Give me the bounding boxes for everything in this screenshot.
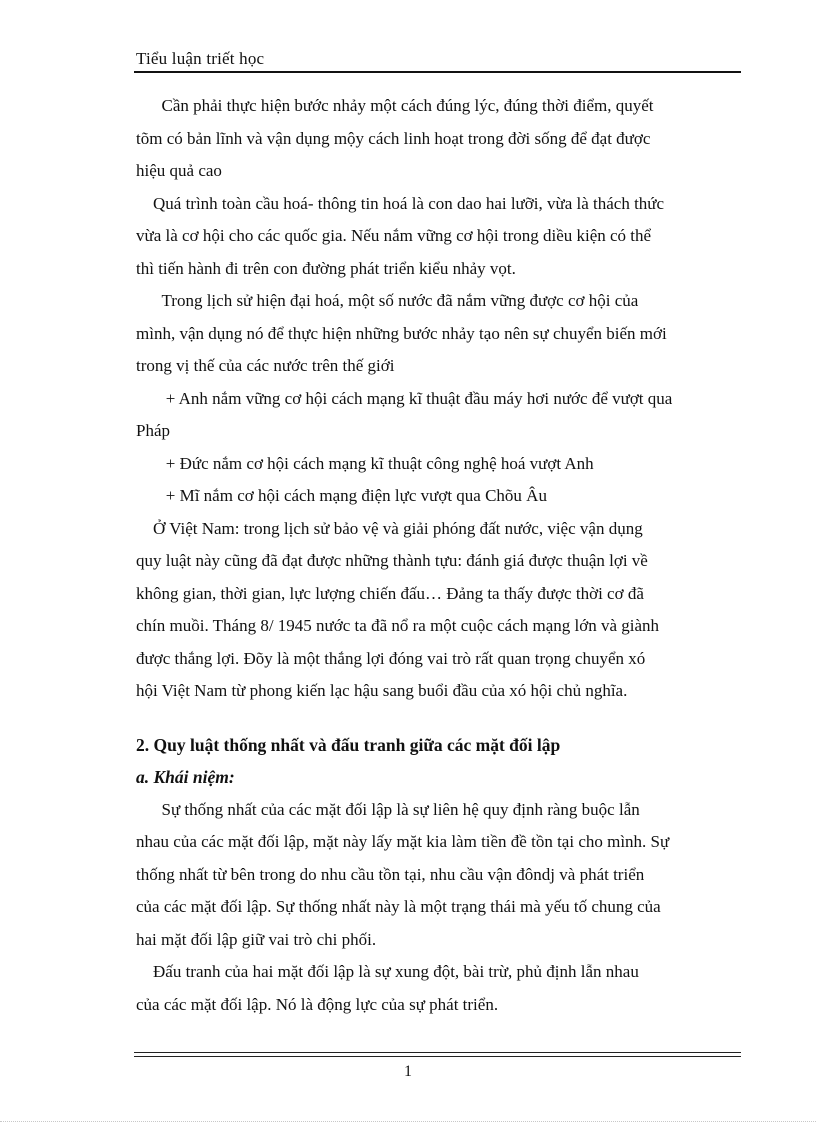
text-line: của các mặt đối lập. Sự thống nhất này là một trạng thái mà yếu tố chung của	[136, 897, 661, 916]
text-line: không gian, thời gian, lực lượng chiến đấu… Đảng ta thấy được thời cơ đã	[136, 583, 644, 603]
page-number: 1	[404, 1063, 412, 1080]
text-line: hai mặt đối lập giữ vai trò chi phối.	[136, 929, 377, 949]
paragraph-block-2	[136, 794, 742, 1022]
text-line: hiệu quả cao	[136, 161, 222, 180]
text-line: Đấu tranh của hai mặt đối lập là sự xung đột, bài trừ, phủ định lẫn nhau	[136, 962, 639, 981]
document-body	[136, 90, 742, 1021]
text-line: tõm có bản lĩnh và vận dụng mộy cách linh hoạt trong đời sống để đạt được	[136, 128, 651, 148]
page-bottom-border	[0, 1121, 816, 1122]
text-line: nhau của các mặt đối lập, mặt này lấy mặt kia làm tiền đề tồn tại cho mình. Sự	[136, 832, 670, 851]
text-line: hội Việt Nam từ phong kiến lạc hậu sang buổi đầu của xó hội chủ nghĩa.	[136, 681, 628, 700]
section-gap	[136, 708, 742, 729]
text-line: thống nhất từ bên trong do nhu cầu tồn tại, nhu cầu vận đôndj và phát triển	[136, 864, 645, 884]
text-line: Quá trình toàn cầu hoá- thông tin hoá là con dao hai lưỡi, vừa là thách thức	[136, 193, 665, 213]
text-line: Cần phải thực hiện bước nhảy một cách đúng lýc, đúng thời điểm, quyết	[136, 96, 654, 115]
footer-divider	[134, 1052, 741, 1057]
text-line: + Đức nắm cơ hội cách mạng kĩ thuật công nghệ hoá vượt Anh	[136, 453, 594, 473]
text-line: thì tiến hành đi trên con đường phát triển kiểu nhảy vọt.	[136, 258, 516, 278]
text-line: + Anh nắm vững cơ hội cách mạng kĩ thuật đầu máy hơi nước để vượt qua	[136, 388, 673, 408]
text-line: Ở Việt Nam: trong lịch sử bảo vệ và giải phóng đất nước, việc vận dụng	[136, 518, 643, 538]
text-line: của các mặt đối lập. Nó là động lực của sự phát triển.	[136, 994, 499, 1014]
text-line: mình, vận dụng nó để thực hiện những bước nhảy tạo nên sự chuyển biến mới	[136, 323, 667, 343]
section-subheading: a. Khái niệm:	[136, 767, 235, 787]
text-line: được thắng lợi. Đõy là một thắng lợi đóng vai trò rất quan trọng chuyển xó	[136, 648, 646, 668]
paragraph-block-1	[136, 90, 742, 708]
section-heading: 2. Quy luật thống nhất và đấu tranh giữa các mặt đối lập	[136, 734, 561, 755]
text-line: Sự thống nhất của các mặt đối lập là sự liên hệ quy định ràng buộc lẫn	[136, 799, 640, 819]
text-line: chín muồi. Tháng 8/ 1945 nước ta đã nổ ra một cuộc cách mạng lớn và giành	[136, 616, 660, 635]
text-line: vừa là cơ hội cho các quốc gia. Nếu nắm vững cơ hội trong diều kiện có thể	[136, 226, 652, 245]
text-line: Trong lịch sử hiện đại hoá, một số nước đã nắm vững được cơ hội của	[136, 291, 639, 310]
text-line: trong vị thế của các nước trên thế giới	[136, 356, 395, 375]
text-line: quy luật này cũng đã đạt được những thành tựu: đánh giá được thuận lợi về	[136, 551, 648, 570]
page-header-title: Tiểu luận triết học	[136, 49, 265, 68]
text-line: Pháp	[136, 421, 170, 440]
text-line: + Mĩ nắm cơ hội cách mạng điện lực vượt qua Chõu Âu	[136, 486, 547, 505]
header-divider	[134, 71, 741, 73]
